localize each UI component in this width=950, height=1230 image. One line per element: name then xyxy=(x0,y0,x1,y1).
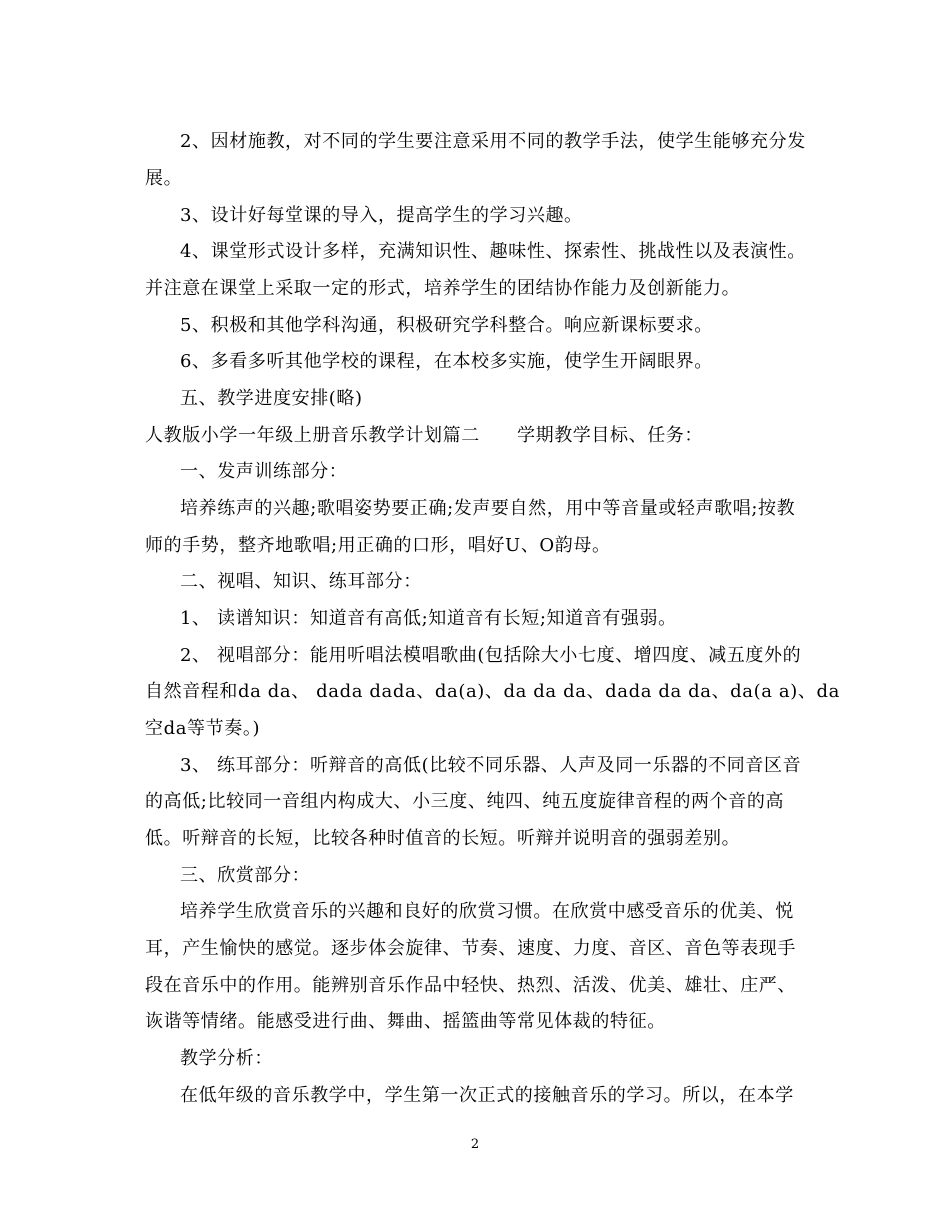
text-line: 展。 xyxy=(145,168,183,189)
text-line: 段在音乐中的作用。能辨别音乐作品中轻快、热烈、活泼、优美、雄壮、庄严、 xyxy=(145,975,796,996)
text-line: 空da等节奏。) xyxy=(145,718,261,739)
text-line: 1、 读谱知识：知道音有高低;知道音有长短;知道音有强弱。 xyxy=(180,608,677,629)
text-line: 诙谐等情绪。能感受进行曲、舞曲、摇篮曲等常见体裁的特征。 xyxy=(145,1011,666,1032)
text-line: 在低年级的音乐教学中，学生第一次正式的接触音乐的学习。所以，在本学 xyxy=(180,1085,794,1106)
section-heading: 二、视唱、知识、练耳部分： xyxy=(180,571,422,592)
page-number: 2 xyxy=(470,1137,480,1152)
text-line: 2、 视唱部分：能用听唱法模唱歌曲(包括除大小七度、增四度、减五度外的 xyxy=(180,645,802,666)
text-line: 5、积极和其他学科沟通，积极研究学科整合。响应新课标要求。 xyxy=(180,315,713,336)
text-line: 培养练声的兴趣;歌唱姿势要正确;发声要自然，用中等音量或轻声歌唱;按教 xyxy=(180,498,796,519)
text-line: 2、因材施教，对不同的学生要注意采用不同的教学手法，使学生能够充分发 xyxy=(180,131,806,152)
text-line: 3、 练耳部分：听辩音的高低(比较不同乐器、人声及同一乐器的不同音区音 xyxy=(180,755,802,776)
text-line: 低。听辩音的长短，比较各种时值音的长短。听辩并说明音的强弱差别。 xyxy=(145,828,741,849)
text-line: 培养学生欣赏音乐的兴趣和良好的欣赏习惯。在欣赏中感受音乐的优美、悦 xyxy=(180,901,794,922)
text-line: 3、设计好每堂课的导入，提高学生的学习兴趣。 xyxy=(180,205,583,226)
section-heading: 五、教学进度安排(略) xyxy=(180,388,363,409)
section-heading: 一、发声训练部分： xyxy=(180,461,348,482)
plan-title: 人教版小学一年级上册音乐教学计划篇二 学期教学目标、任务： xyxy=(145,425,703,446)
text-line: 6、多看多听其他学校的课程，在本校多实施，使学生开阔眼界。 xyxy=(180,351,713,372)
text-line: 自然音程和da da、 dada dada、da(a)、da da da、dada da da、da(a a)、da xyxy=(145,681,840,702)
section-heading: 教学分析： xyxy=(180,1048,273,1069)
text-line: 4、课堂形式设计多样，充满知识性、趣味性、探索性、挑战性以及表演性。 xyxy=(180,241,806,262)
section-heading: 三、欣赏部分： xyxy=(180,865,311,886)
text-line: 耳，产生愉快的感觉。逐步体会旋律、节奏、速度、力度、音区、音色等表现手 xyxy=(145,938,796,959)
text-line: 并注意在课堂上采取一定的形式，培养学生的团结协作能力及创新能力。 xyxy=(145,278,741,299)
text-line: 的高低;比较同一音组内构成大、小三度、纯四、纯五度旋律音程的两个音的高 xyxy=(145,791,785,812)
text-line: 师的手势，整齐地歌唱;用正确的口形，唱好U、O韵母。 xyxy=(145,535,611,556)
